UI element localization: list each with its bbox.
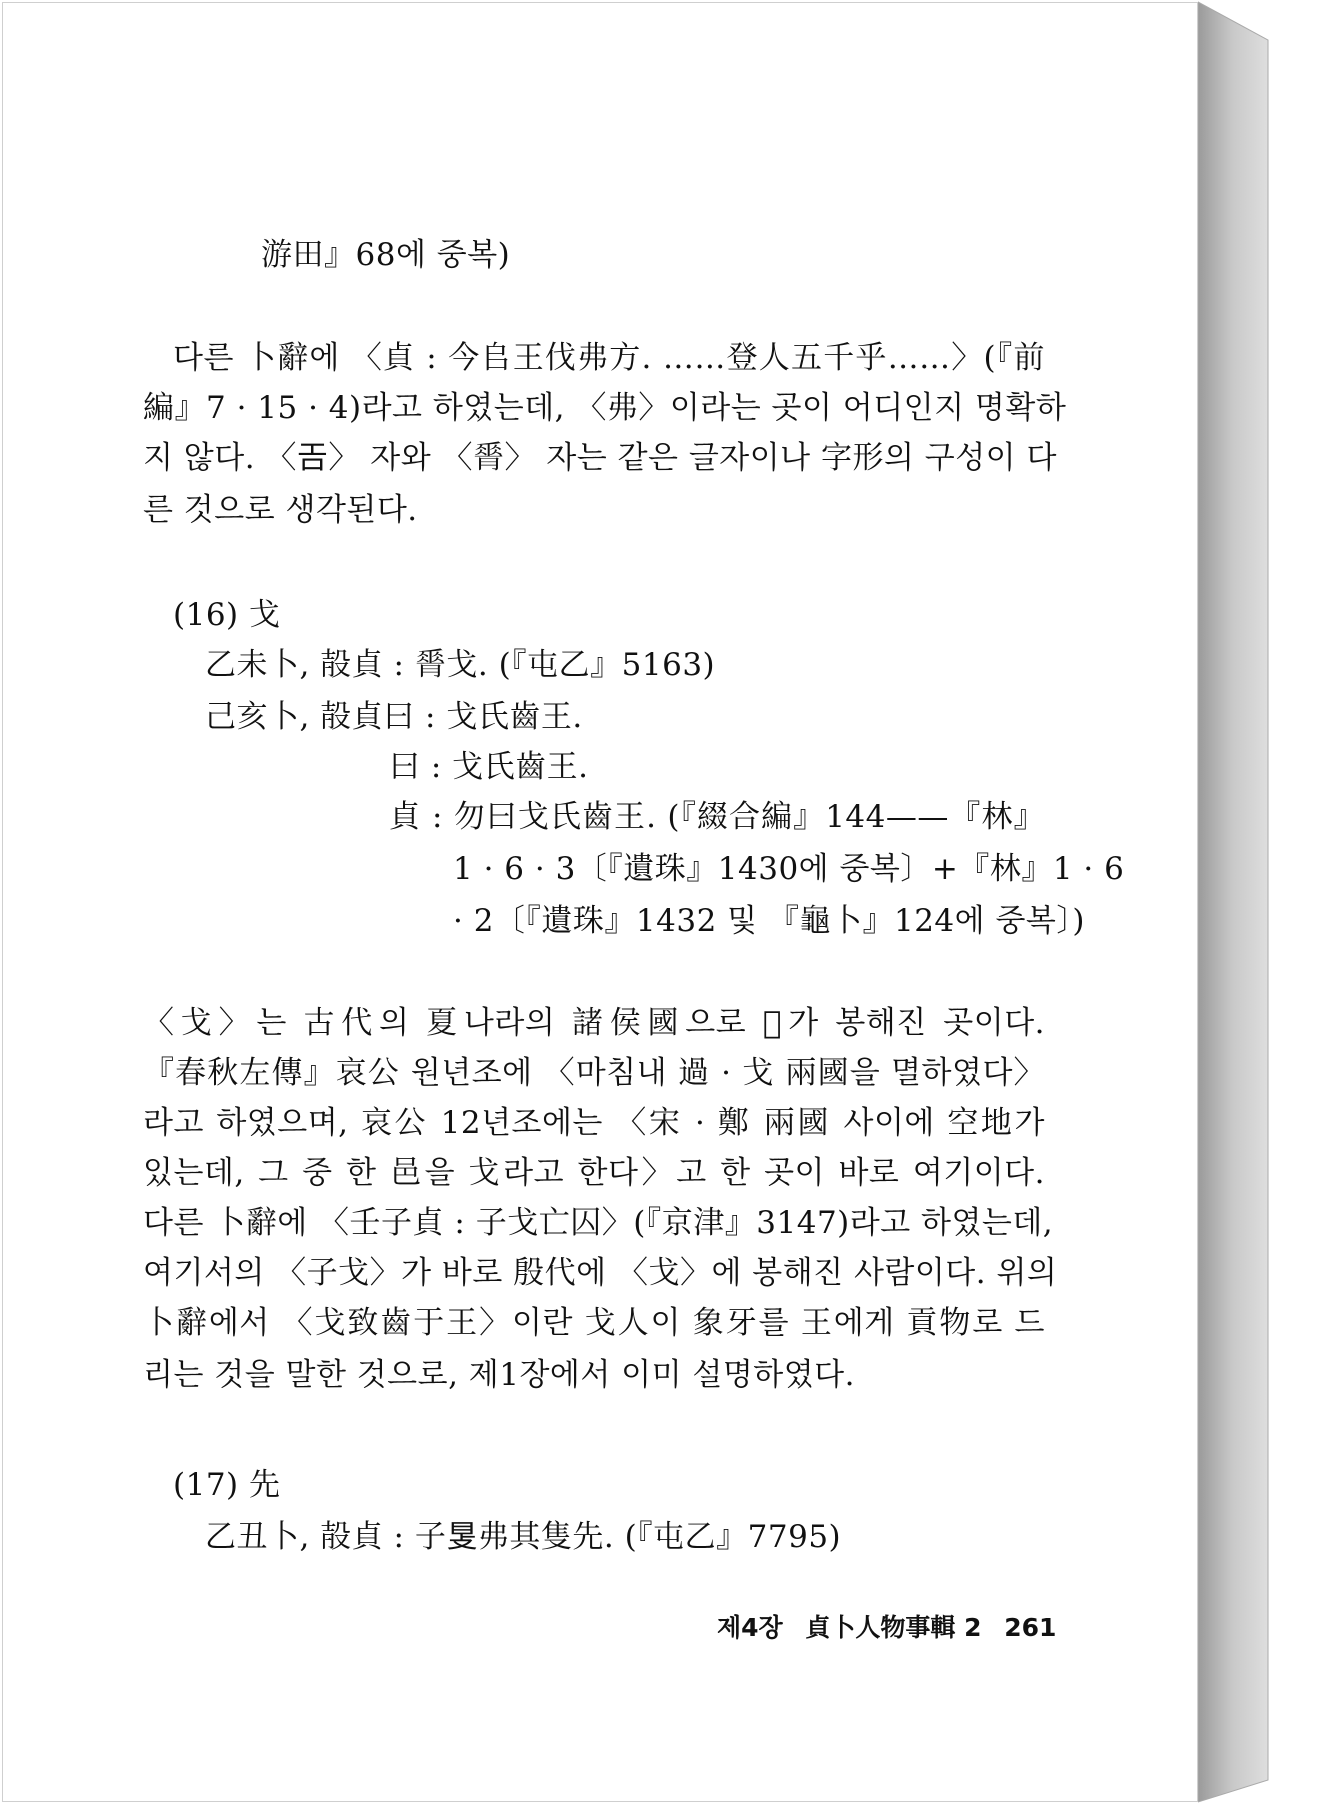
continuation-line: 游田』68에 중복) [261, 237, 511, 273]
section-heading: (16) 戈 [173, 597, 281, 633]
paragraph-line: 라고 하였으며, 哀公 12년조에는 〈宋 · 鄭 兩國 사이에 空地가 [143, 1105, 1045, 1141]
paragraph-line: 있는데, 그 중 한 邑을 戈라고 한다〉고 한 곳이 바로 여기이다. [143, 1155, 1045, 1191]
inscription-line: 乙丑卜, 㱿貞 : 子𥄎弗其隻先. (『屯乙』7795) [205, 1519, 842, 1555]
footer-chapter: 제4장 [717, 1613, 783, 1642]
footer-title: 貞卜人物事輯 2 [805, 1613, 982, 1642]
paragraph-line: 지 않다. 〈𢀛〉 자와 〈𦟝〉 자는 같은 글자이나 字形의 구성이 다 [143, 440, 1057, 476]
inscription-line: 1 · 6 · 3〔『遺珠』1430에 중복〕+『林』1 · 6 [453, 851, 1125, 887]
paragraph-line: 른 것으로 생각된다. [143, 492, 418, 528]
section-heading: (17) 先 [173, 1467, 281, 1503]
page-sheet [2, 2, 1198, 1802]
paragraph-line: 『春秋左傳』哀公 원년조에 〈마침내 過 · 戈 兩國을 멸하였다〉 [143, 1055, 1045, 1091]
paragraph-line: 〈戈〉는 古代의 夏나라의 諸侯國으로 𤞷가 봉해진 곳이다. [143, 1005, 1045, 1041]
inscription-line: 己亥卜, 㱿貞曰 : 戈氏齒王. [205, 699, 583, 735]
paragraph-line: 다른 卜辭에 〈貞 : 今𠂤王伐弗方. ……登人五千乎……〉(『前 [173, 340, 1045, 376]
book-edge [1198, 0, 1270, 1806]
paragraph-line: 여기서의 〈子戈〉가 바로 殷代에 〈戈〉에 봉해진 사람이다. 위의 [143, 1255, 1058, 1291]
page-number: 261 [1004, 1613, 1057, 1642]
running-footer [703, 1608, 1055, 1644]
inscription-line: 乙未卜, 㱿貞 : 𦟝戈. (『屯乙』5163) [205, 647, 716, 683]
paragraph-line: 編』7 · 15 · 4)라고 하였는데, 〈弗〉이라는 곳이 어디인지 명확하 [143, 390, 1067, 426]
paragraph-line: 다른 卜辭에 〈壬子貞 : 子戈亡囚〉(『京津』3147)라고 하였는데, [143, 1205, 1054, 1241]
inscription-line: 曰 : 戈氏齒王. [389, 749, 589, 785]
inscription-line: · 2〔『遺珠』1432 및 『龜卜』124에 중복〕) [453, 903, 1085, 939]
paragraph-line: 卜辭에서 〈戈致齒于王〉이란 戈人이 象牙를 王에게 貢物로 드 [143, 1305, 1045, 1341]
paragraph-line: 리는 것을 말한 것으로, 제1장에서 이미 설명하였다. [143, 1357, 855, 1393]
inscription-line: 貞 : 勿曰戈氏齒王. (『綴合編』144——『林』 [389, 799, 1045, 835]
